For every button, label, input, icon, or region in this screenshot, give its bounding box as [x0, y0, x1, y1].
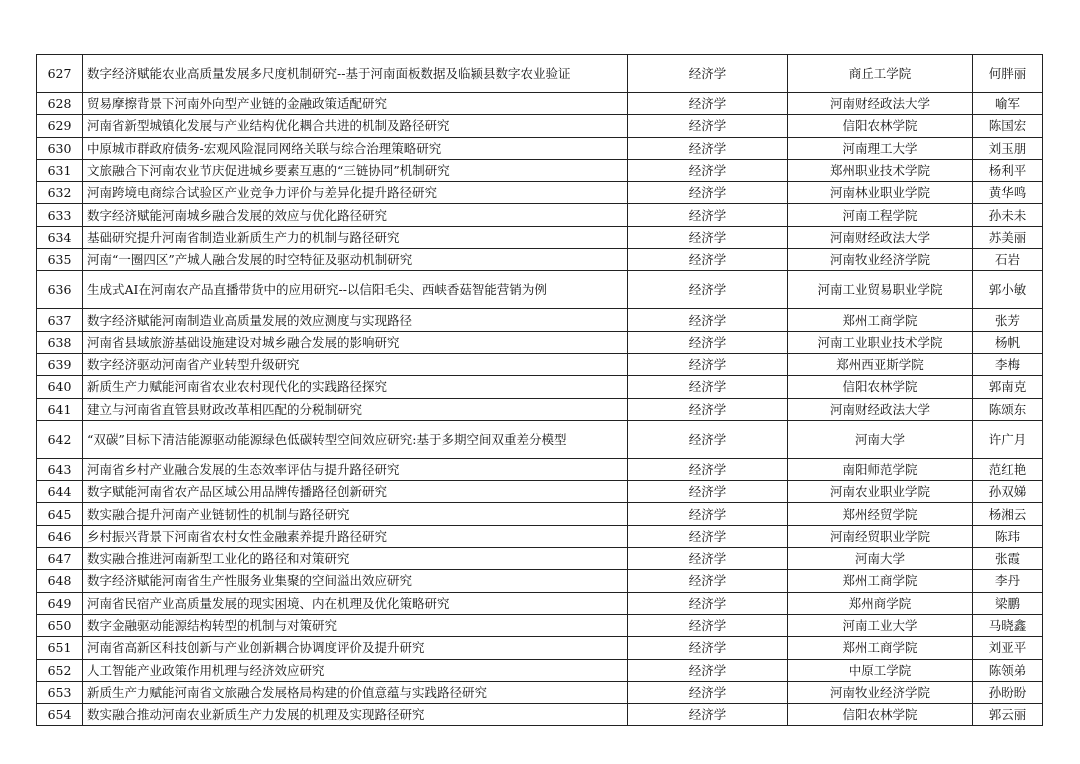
table-row	[37, 309, 1043, 331]
principal-investigator: 刘亚平	[973, 637, 1043, 659]
project-title: 新质生产力赋能河南省文旅融合发展格局构建的价值意蕴与实践路径研究	[83, 681, 628, 703]
discipline: 经济学	[628, 115, 788, 137]
principal-investigator: 孙双娣	[973, 481, 1043, 503]
project-title: 数实融合推进河南新型工业化的路径和对策研究	[83, 548, 628, 570]
discipline: 经济学	[628, 659, 788, 681]
project-title: 河南跨境电商综合试验区产业竞争力评价与差异化提升路径研究	[83, 182, 628, 204]
institution: 河南财经政法大学	[788, 226, 973, 248]
discipline: 经济学	[628, 548, 788, 570]
principal-investigator: 陈颂东	[973, 398, 1043, 420]
row-number: 627	[37, 55, 83, 93]
row-number: 642	[37, 420, 83, 458]
row-number: 630	[37, 137, 83, 159]
discipline: 经济学	[628, 458, 788, 480]
project-title: 河南省新型城镇化发展与产业结构优化耦合共进的机制及路径研究	[83, 115, 628, 137]
discipline: 经济学	[628, 182, 788, 204]
principal-investigator: 李梅	[973, 353, 1043, 375]
row-number: 629	[37, 115, 83, 137]
project-title: 生成式AI在河南农产品直播带货中的应用研究--以信阳毛尖、西峡香菇智能营销为例	[83, 271, 628, 309]
table-row	[37, 592, 1043, 614]
row-number: 634	[37, 226, 83, 248]
table-row	[37, 681, 1043, 703]
row-number: 648	[37, 570, 83, 592]
institution: 信阳农林学院	[788, 115, 973, 137]
table-row	[37, 204, 1043, 226]
discipline: 经济学	[628, 376, 788, 398]
principal-investigator: 刘玉朋	[973, 137, 1043, 159]
principal-investigator: 梁鹏	[973, 592, 1043, 614]
project-title: “双碳”目标下清洁能源驱动能源绿色低碳转型空间效应研究:基于多期空间双重差分模型	[83, 420, 628, 458]
row-number: 632	[37, 182, 83, 204]
discipline: 经济学	[628, 481, 788, 503]
table-row	[37, 458, 1043, 480]
row-number: 639	[37, 353, 83, 375]
discipline: 经济学	[628, 637, 788, 659]
institution: 信阳农林学院	[788, 704, 973, 726]
discipline: 经济学	[628, 55, 788, 93]
project-title: 河南省县域旅游基础设施建设对城乡融合发展的影响研究	[83, 331, 628, 353]
principal-investigator: 陈领弟	[973, 659, 1043, 681]
discipline: 经济学	[628, 570, 788, 592]
institution: 河南工业职业技术学院	[788, 331, 973, 353]
institution: 河南大学	[788, 548, 973, 570]
project-title: 乡村振兴背景下河南省农村女性金融素养提升路径研究	[83, 525, 628, 547]
project-title: 数实融合推动河南农业新质生产力发展的机理及实现路径研究	[83, 704, 628, 726]
project-title: 贸易摩擦背景下河南外向型产业链的金融政策适配研究	[83, 93, 628, 115]
table-row	[37, 137, 1043, 159]
discipline: 经济学	[628, 271, 788, 309]
discipline: 经济学	[628, 93, 788, 115]
row-number: 652	[37, 659, 83, 681]
institution: 河南工程学院	[788, 204, 973, 226]
row-number: 651	[37, 637, 83, 659]
row-number: 635	[37, 249, 83, 271]
discipline: 经济学	[628, 249, 788, 271]
project-title: 数字金融驱动能源结构转型的机制与对策研究	[83, 614, 628, 636]
principal-investigator: 郭南克	[973, 376, 1043, 398]
institution: 中原工学院	[788, 659, 973, 681]
institution: 郑州工商学院	[788, 570, 973, 592]
table-row	[37, 115, 1043, 137]
institution: 商丘工学院	[788, 55, 973, 93]
row-number: 650	[37, 614, 83, 636]
project-title: 数字赋能河南省农产品区域公用品牌传播路径创新研究	[83, 481, 628, 503]
table-row	[37, 398, 1043, 420]
principal-investigator: 杨湘云	[973, 503, 1043, 525]
row-number: 638	[37, 331, 83, 353]
table-row	[37, 55, 1043, 93]
row-number: 641	[37, 398, 83, 420]
table-row	[37, 353, 1043, 375]
principal-investigator: 黄华鸣	[973, 182, 1043, 204]
principal-investigator: 李丹	[973, 570, 1043, 592]
row-number: 636	[37, 271, 83, 309]
institution: 郑州商学院	[788, 592, 973, 614]
discipline: 经济学	[628, 137, 788, 159]
institution: 郑州西亚斯学院	[788, 353, 973, 375]
principal-investigator: 许广月	[973, 420, 1043, 458]
principal-investigator: 石岩	[973, 249, 1043, 271]
table-body	[37, 55, 1043, 726]
principal-investigator: 马晓鑫	[973, 614, 1043, 636]
institution: 郑州工商学院	[788, 637, 973, 659]
row-number: 640	[37, 376, 83, 398]
row-number: 654	[37, 704, 83, 726]
principal-investigator: 喻军	[973, 93, 1043, 115]
discipline: 经济学	[628, 614, 788, 636]
principal-investigator: 杨利平	[973, 159, 1043, 181]
row-number: 644	[37, 481, 83, 503]
discipline: 经济学	[628, 525, 788, 547]
project-list-table	[36, 54, 1043, 726]
row-number: 628	[37, 93, 83, 115]
row-number: 653	[37, 681, 83, 703]
table-row	[37, 525, 1043, 547]
table-row	[37, 376, 1043, 398]
table-row	[37, 182, 1043, 204]
table-row	[37, 614, 1043, 636]
principal-investigator: 何胖丽	[973, 55, 1043, 93]
institution: 河南理工大学	[788, 137, 973, 159]
principal-investigator: 郭云丽	[973, 704, 1043, 726]
project-title: 数字经济赋能河南省生产性服务业集聚的空间溢出效应研究	[83, 570, 628, 592]
table-row	[37, 570, 1043, 592]
table-row	[37, 226, 1043, 248]
table-row	[37, 704, 1043, 726]
row-number: 633	[37, 204, 83, 226]
principal-investigator: 苏美丽	[973, 226, 1043, 248]
principal-investigator: 陈玮	[973, 525, 1043, 547]
table-row	[37, 249, 1043, 271]
table-row	[37, 271, 1043, 309]
project-title: 数字经济赋能农业高质量发展多尺度机制研究--基于河南面板数据及临颍县数字农业验证	[83, 55, 628, 93]
discipline: 经济学	[628, 353, 788, 375]
project-title: 中原城市群政府债务-宏观风险混同网络关联与综合治理策略研究	[83, 137, 628, 159]
row-number: 647	[37, 548, 83, 570]
discipline: 经济学	[628, 420, 788, 458]
institution: 河南林业职业学院	[788, 182, 973, 204]
row-number: 645	[37, 503, 83, 525]
institution: 河南牧业经济学院	[788, 249, 973, 271]
project-title: 河南省乡村产业融合发展的生态效率评估与提升路径研究	[83, 458, 628, 480]
project-title: 新质生产力赋能河南省农业农村现代化的实践路径探究	[83, 376, 628, 398]
institution: 河南财经政法大学	[788, 398, 973, 420]
institution: 河南财经政法大学	[788, 93, 973, 115]
principal-investigator: 张芳	[973, 309, 1043, 331]
project-title: 数实融合提升河南产业链韧性的机制与路径研究	[83, 503, 628, 525]
institution: 河南大学	[788, 420, 973, 458]
table-row	[37, 93, 1043, 115]
table-row	[37, 503, 1043, 525]
project-title: 基础研究提升河南省制造业新质生产力的机制与路径研究	[83, 226, 628, 248]
project-title: 文旅融合下河南农业节庆促进城乡要素互惠的“三链协同”机制研究	[83, 159, 628, 181]
discipline: 经济学	[628, 592, 788, 614]
institution: 河南牧业经济学院	[788, 681, 973, 703]
project-title: 数字经济驱动河南省产业转型升级研究	[83, 353, 628, 375]
table-row	[37, 420, 1043, 458]
project-title: 数字经济赋能河南制造业高质量发展的效应测度与实现路径	[83, 309, 628, 331]
row-number: 649	[37, 592, 83, 614]
row-number: 631	[37, 159, 83, 181]
principal-investigator: 郭小敏	[973, 271, 1043, 309]
table-row	[37, 481, 1043, 503]
discipline: 经济学	[628, 331, 788, 353]
discipline: 经济学	[628, 704, 788, 726]
institution: 郑州职业技术学院	[788, 159, 973, 181]
discipline: 经济学	[628, 226, 788, 248]
institution: 信阳农林学院	[788, 376, 973, 398]
row-number: 646	[37, 525, 83, 547]
project-title: 建立与河南省直管县财政改革相匹配的分税制研究	[83, 398, 628, 420]
principal-investigator: 杨帆	[973, 331, 1043, 353]
institution: 郑州经贸学院	[788, 503, 973, 525]
project-title: 数字经济赋能河南城乡融合发展的效应与优化路径研究	[83, 204, 628, 226]
table-row	[37, 548, 1043, 570]
principal-investigator: 张霞	[973, 548, 1043, 570]
table-row	[37, 159, 1043, 181]
principal-investigator: 范红艳	[973, 458, 1043, 480]
project-title: 河南省高新区科技创新与产业创新耦合协调度评价及提升研究	[83, 637, 628, 659]
table-row	[37, 637, 1043, 659]
institution: 河南经贸职业学院	[788, 525, 973, 547]
institution: 郑州工商学院	[788, 309, 973, 331]
table-row	[37, 331, 1043, 353]
institution: 河南工业大学	[788, 614, 973, 636]
institution: 河南工业贸易职业学院	[788, 271, 973, 309]
institution: 南阳师范学院	[788, 458, 973, 480]
table-row	[37, 659, 1043, 681]
project-title: 河南省民宿产业高质量发展的现实困境、内在机理及优化策略研究	[83, 592, 628, 614]
discipline: 经济学	[628, 159, 788, 181]
discipline: 经济学	[628, 309, 788, 331]
principal-investigator: 陈国宏	[973, 115, 1043, 137]
row-number: 643	[37, 458, 83, 480]
discipline: 经济学	[628, 204, 788, 226]
institution: 河南农业职业学院	[788, 481, 973, 503]
discipline: 经济学	[628, 398, 788, 420]
project-title: 人工智能产业政策作用机理与经济效应研究	[83, 659, 628, 681]
principal-investigator: 孙盼盼	[973, 681, 1043, 703]
principal-investigator: 孙未未	[973, 204, 1043, 226]
discipline: 经济学	[628, 681, 788, 703]
project-title: 河南“一圈四区”产城人融合发展的时空特征及驱动机制研究	[83, 249, 628, 271]
row-number: 637	[37, 309, 83, 331]
discipline: 经济学	[628, 503, 788, 525]
